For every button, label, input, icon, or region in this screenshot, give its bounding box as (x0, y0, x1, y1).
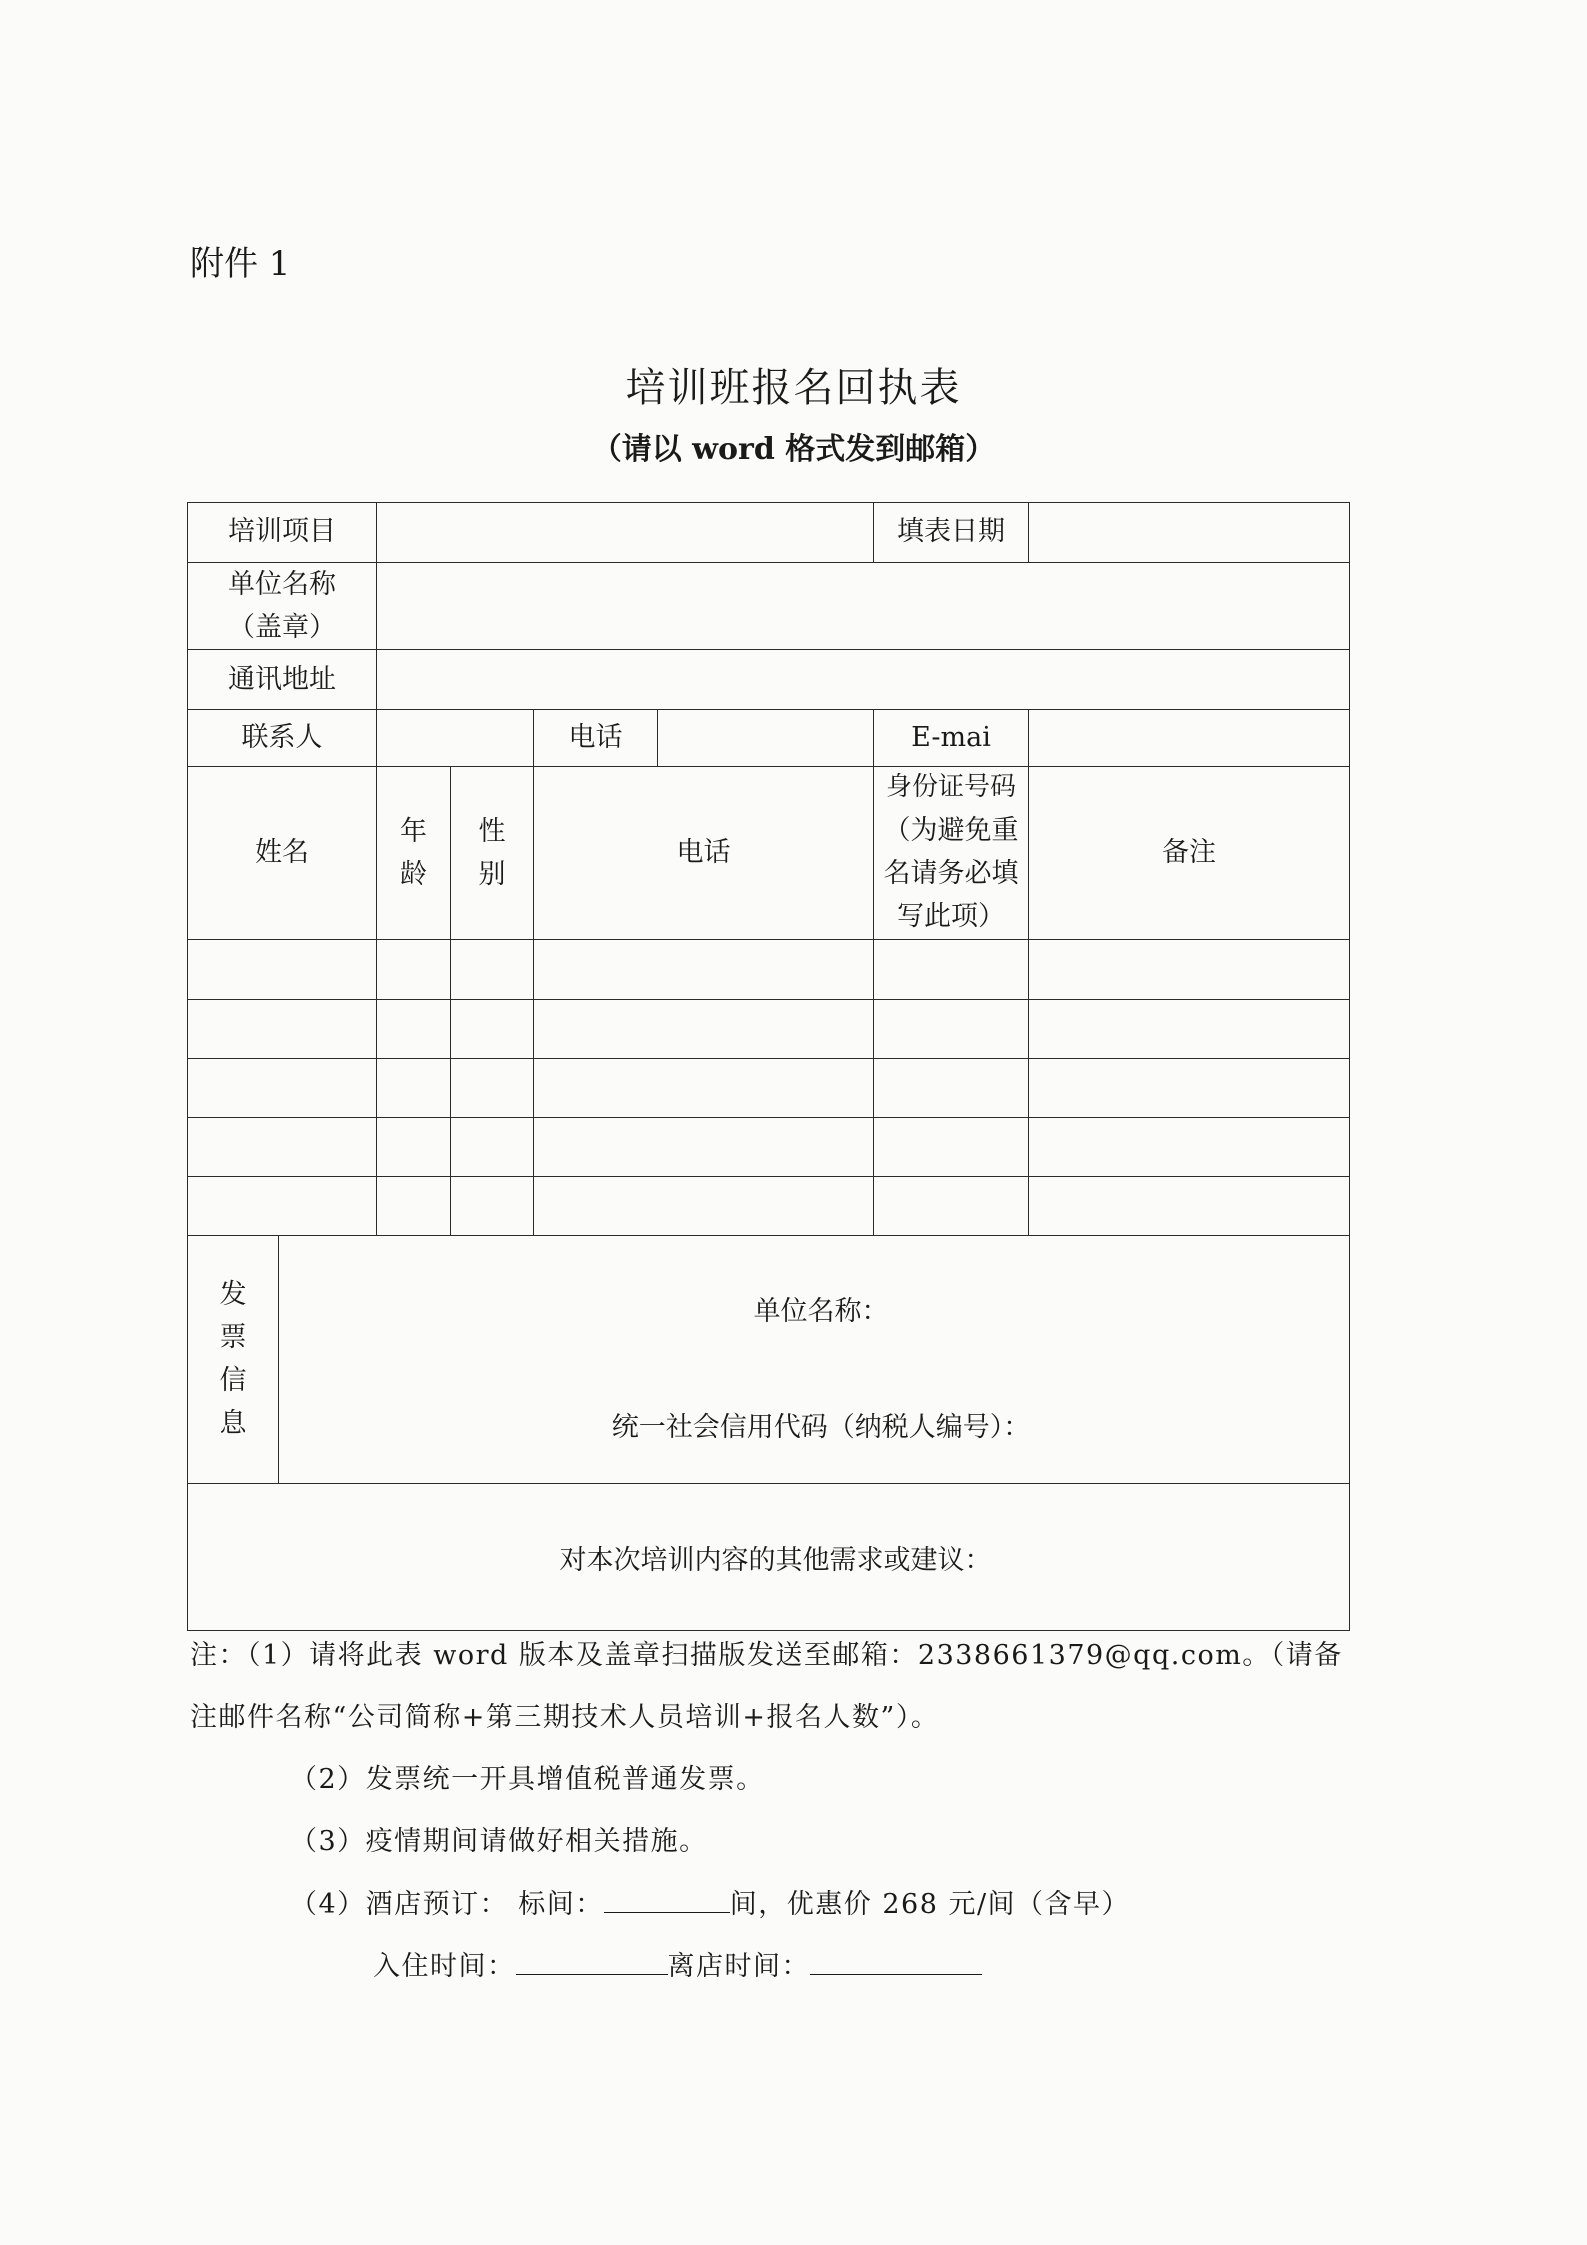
invoice-label-2: 票 (219, 1321, 247, 1353)
cell-id[interactable] (874, 1117, 1029, 1176)
address-field[interactable] (377, 650, 1350, 710)
col-header-id-2: （为避免重名请务必填 (883, 814, 1019, 890)
table-row (188, 1058, 1350, 1117)
col-header-remark: 备注 (1029, 767, 1350, 939)
unit-field[interactable] (377, 563, 1350, 650)
cell-phone[interactable] (534, 939, 874, 999)
address-label: 通讯地址 (188, 650, 377, 710)
cell-remark[interactable] (1029, 1058, 1350, 1117)
date-field[interactable] (1029, 503, 1350, 563)
col-header-gender (451, 767, 534, 939)
cell-id[interactable] (874, 1058, 1029, 1117)
cell-name[interactable] (188, 1176, 377, 1235)
cell-gender[interactable] (451, 939, 534, 999)
cell-remark[interactable] (1029, 999, 1350, 1058)
table-row (188, 1117, 1350, 1176)
cell-gender[interactable] (451, 1117, 534, 1176)
invoice-label (188, 1235, 279, 1483)
suggestion-label: 对本次培训内容的其他需求或建议： (559, 1545, 992, 1577)
table-row (188, 999, 1350, 1058)
contact-field[interactable] (377, 710, 534, 767)
checkin-label: 入住时间： (373, 1951, 516, 1982)
cell-name[interactable] (188, 939, 377, 999)
cell-name[interactable] (188, 1058, 377, 1117)
cell-phone[interactable] (534, 1176, 874, 1235)
attachment-label: 附件 1 (190, 244, 291, 284)
note-4-price: 间，优惠价 268 元/间（含早） (729, 1889, 1131, 1920)
form-title: 培训班报名回执表 (625, 365, 962, 411)
invoice-unit-label: 单位名称： (753, 1295, 889, 1327)
cell-name[interactable] (188, 1117, 377, 1176)
col-header-gender-2: 别 (478, 858, 506, 890)
row-address (188, 650, 1350, 710)
suggestion-field[interactable] (188, 1483, 1350, 1630)
cell-id[interactable] (874, 1176, 1029, 1235)
unit-label-seal: （盖章） (228, 612, 336, 644)
cell-remark[interactable] (1029, 1117, 1350, 1176)
contact-label: 联系人 (188, 710, 377, 767)
invoice-field[interactable] (279, 1235, 1350, 1483)
checkout-label: 离店时间： (667, 1951, 810, 1982)
project-field[interactable] (377, 503, 874, 563)
unit-label-name: 单位名称 (228, 569, 336, 600)
cell-age[interactable] (377, 939, 451, 999)
col-header-id-number (874, 767, 1029, 939)
note-4 (290, 1884, 1130, 1926)
checkout-blank[interactable] (810, 1946, 982, 1975)
row-invoice (188, 1235, 1350, 1483)
col-header-name: 姓名 (188, 767, 377, 939)
cell-phone[interactable] (534, 1117, 874, 1176)
cell-age[interactable] (377, 999, 451, 1058)
cell-gender[interactable] (451, 1058, 534, 1117)
col-header-phone: 电话 (534, 767, 874, 939)
invoice-code-label: 统一社会信用代码（纳税人编号）： (611, 1412, 1031, 1444)
col-header-id-3: 写此项） (897, 901, 1005, 933)
project-label: 培训项目 (188, 503, 377, 563)
cell-age[interactable] (377, 1058, 451, 1117)
row-contact (188, 710, 1350, 767)
row-project (188, 503, 1350, 563)
invoice-label-1: 发 (219, 1278, 247, 1310)
cell-name[interactable] (188, 999, 377, 1058)
col-header-gender-1: 性 (478, 815, 506, 847)
row-unit (188, 563, 1350, 650)
date-label: 填表日期 (874, 503, 1029, 563)
invoice-label-3: 信 (219, 1365, 247, 1397)
cell-gender[interactable] (451, 1176, 534, 1235)
note-5 (373, 1946, 982, 1988)
cell-phone[interactable] (534, 999, 874, 1058)
email-label: E-mai (874, 710, 1029, 767)
invoice-label-4: 息 (219, 1408, 247, 1440)
table-row (188, 939, 1350, 999)
note-2: （2）发票统一开具增值税普通发票。 (290, 1764, 765, 1795)
checkin-blank[interactable] (516, 1946, 668, 1975)
table-row (188, 1176, 1350, 1235)
note-1-line-1: 注：（1）请将此表 word 版本及盖章扫描版发送至邮箱：2338661379@qq.com。（请备 (190, 1640, 1343, 1671)
phone-field[interactable] (658, 710, 874, 767)
note-4-hotel-label: （4）酒店预订： 标间： (290, 1889, 604, 1920)
cell-remark[interactable] (1029, 939, 1350, 999)
form-subtitle: （请以 word 格式发到邮箱） (591, 432, 996, 467)
email-field[interactable] (1029, 710, 1350, 767)
cell-gender[interactable] (451, 999, 534, 1058)
col-header-age-2: 龄 (400, 858, 427, 890)
col-header-id-1: 身份证号码 (885, 772, 1016, 803)
cell-phone[interactable] (534, 1058, 874, 1117)
cell-age[interactable] (377, 1117, 451, 1176)
registration-form-table (187, 502, 1350, 1631)
col-header-age-1: 年 (400, 815, 427, 847)
col-header-age (377, 767, 451, 939)
cell-id[interactable] (874, 999, 1029, 1058)
cell-remark[interactable] (1029, 1176, 1350, 1235)
phone-label: 电话 (534, 710, 658, 767)
note-1-line-2: 注邮件名称“公司简称+第三期技术人员培训+报名人数”）。 (190, 1702, 940, 1733)
room-count-blank[interactable] (604, 1884, 730, 1913)
unit-label (188, 563, 377, 650)
cell-age[interactable] (377, 1176, 451, 1235)
note-3: （3）疫情期间请做好相关措施。 (290, 1826, 708, 1857)
row-column-headers (188, 767, 1350, 939)
row-suggestion (188, 1483, 1350, 1630)
cell-id[interactable] (874, 939, 1029, 999)
